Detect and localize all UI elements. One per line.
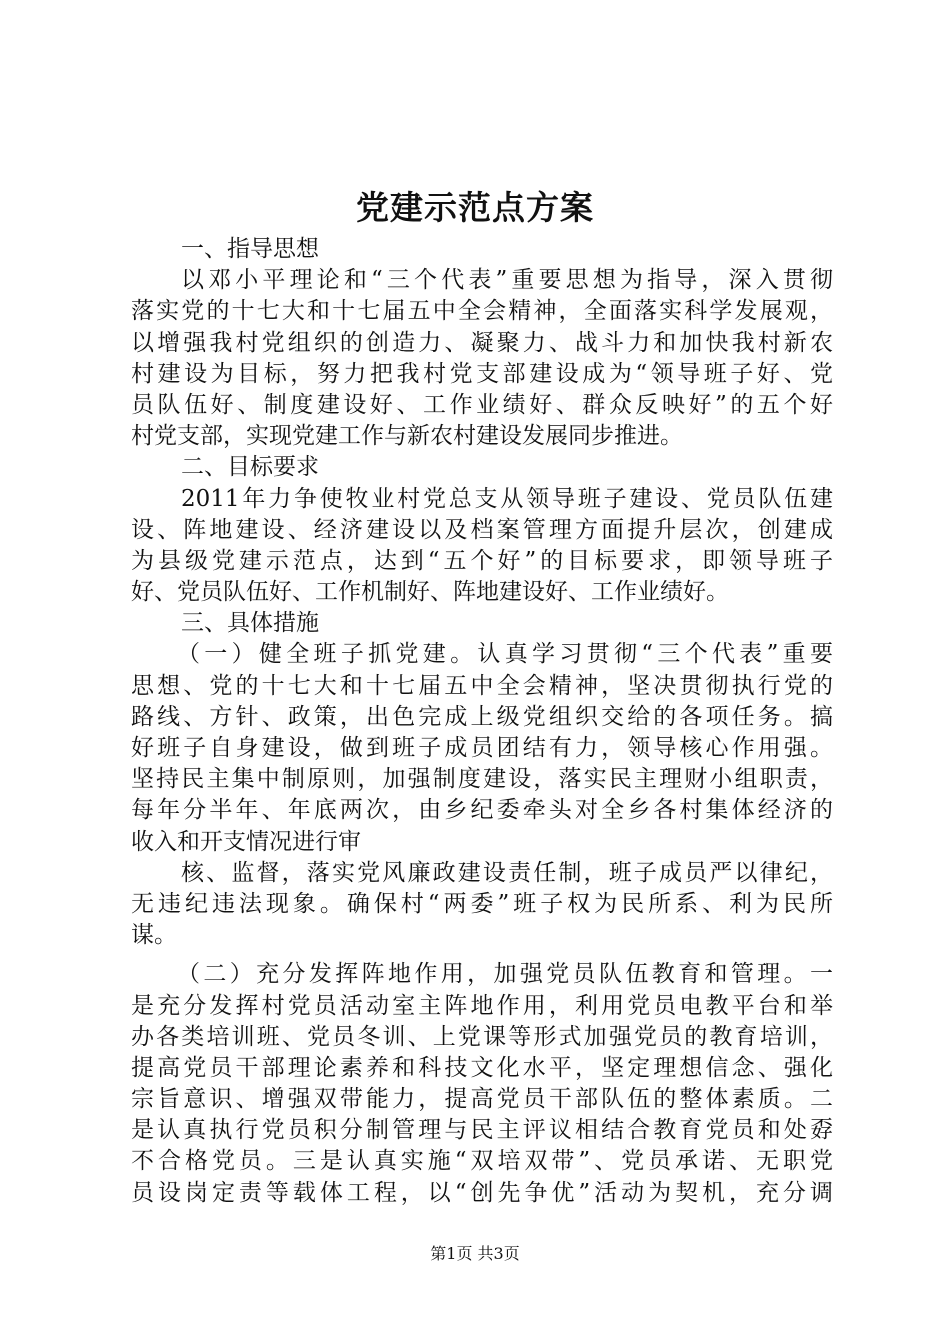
paragraph-line: 好班子自身建设，做到班子成员团结有力，领导核心作用强。 — [131, 735, 833, 761]
paragraph-line: 提高党员干部理论素养和科技文化水平，坚定理想信念、强化 — [131, 1054, 833, 1081]
paragraph-line: 员队伍好、制度建设好、工作业绩好、群众反映好”的五个好 — [131, 391, 833, 418]
paragraph-line: 无违纪违法现象。确保村“两委”班子权为民所系、利为民所 — [131, 890, 833, 917]
paragraph-line: 每年分半年、年底两次，由乡纪委牵头对全乡各村集体经济的 — [131, 797, 833, 824]
paragraph-line: 谋。 — [131, 922, 177, 949]
paragraph-line: 路线、方针、政策，出色完成上级党组织交给的各项任务。搞 — [131, 703, 833, 730]
page-number-footer: 第1页 共3页 — [430, 1244, 520, 1263]
paragraph-line: （二）充分发挥阵地作用，加强党员队伍教育和管理。一 — [177, 961, 833, 988]
paragraph-line: 宗旨意识、增强双带能力，提高党员干部队伍的整体素质。二 — [131, 1086, 833, 1113]
document-body — [131, 234, 833, 1209]
paragraph-line: （一）健全班子抓党建。认真学习贯彻“三个代表”重要 — [177, 641, 833, 668]
section-heading: 二、目标要求 — [181, 454, 319, 481]
paragraph-line: 是认真执行党员积分制管理与民主评议相结合教育党员和处孬 — [131, 1117, 833, 1144]
section-heading: 一、指导思想 — [181, 236, 319, 262]
document-title: 党建示范点方案 — [356, 188, 594, 227]
section-heading: 三、具体措施 — [181, 610, 319, 637]
paragraph-line: 收入和开支情况进行审 — [131, 828, 361, 855]
paragraph-line: 是充分发挥村党员活动室主阵地作用，利用党员电教平台和举 — [131, 992, 833, 1019]
paragraph-line: 思想、党的十七大和十七届五中全会精神，坚决贯彻执行党的 — [131, 672, 833, 699]
paragraph-line: 以邓小平理论和“三个代表”重要思想为指导，深入贯彻 — [181, 267, 833, 294]
paragraph-line: 员设岗定责等载体工程，以“创先争优”活动为契机，充分调 — [131, 1179, 833, 1206]
paragraph-line: 核、监督，落实党风廉政建设责任制，班子成员严以律纪， — [181, 859, 833, 886]
paragraph-line: 设、阵地建设、经济建设以及档案管理方面提升层次，创建成 — [131, 516, 833, 543]
paragraph-line: 办各类培训班、党员冬训、上党课等形式加强党员的教育培训， — [131, 1023, 833, 1050]
paragraph-gap — [131, 951, 833, 959]
paragraph-line: 不合格党员。三是认真实施“双培双带”、党员承诺、无职党 — [131, 1148, 833, 1175]
paragraph-line: 落实党的十七大和十七届五中全会精神，全面落实科学发展观， — [131, 298, 833, 325]
paragraph-line: 村党支部，实现党建工作与新农村建设发展同步推进。 — [131, 423, 683, 450]
paragraph-line: 坚持民主集中制原则，加强制度建设，落实民主理财小组职责， — [131, 766, 833, 793]
paragraph-line: 以增强我村党组织的创造力、凝聚力、战斗力和加快我村新农 — [131, 329, 833, 356]
paragraph-line: 村建设为目标，努力把我村党支部建设成为“领导班子好、党 — [131, 360, 833, 387]
paragraph-line: 2011年力争使牧业村党总支从领导班子建设、党员队伍建 — [181, 485, 833, 512]
paragraph-line: 好、党员队伍好、工作机制好、阵地建设好、工作业绩好。 — [131, 579, 729, 606]
paragraph-line: 为县级党建示范点，达到“五个好”的目标要求，即领导班子 — [131, 547, 833, 574]
